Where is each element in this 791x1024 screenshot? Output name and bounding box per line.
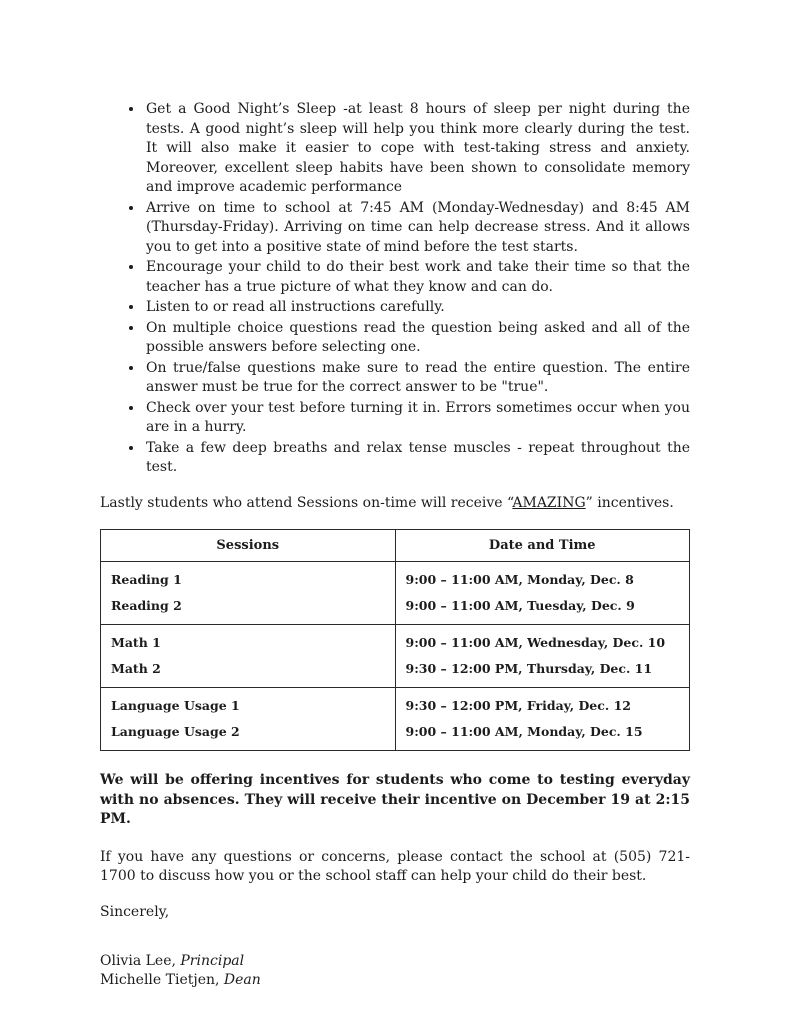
header-date-and-time: Date and Time [395,530,690,562]
lastly-prefix: Lastly students who attend Sessions on-time will receive “ [100,494,513,511]
tip-item: • On true/false questions make sure to read the entire question. The entire answer must be true for the correct answer to be "true". [144,359,690,398]
table-row [101,688,690,720]
tip-item: • Arrive on time to school at 7:45 AM (Monday-Wednesday) and 8:45 AM (Thursday-Friday). Arriving on time can help decrease stress. And it allows you to get into a positive state of mind before the test starts. [144,199,690,258]
incentive-notice-paragraph: We will be offering incentives for students who come to testing everyday with no absences. They will receive their incentive on December 19 at 2:15 PM. [100,772,690,827]
table-row [101,719,690,751]
session-cell: Reading 1 [111,572,182,587]
datetime-cell: 9:00 – 11:00 AM, Monday, Dec. 8 [395,562,690,594]
tip-item: • Listen to or read all instructions carefully. [144,298,690,318]
closing-text: Sincerely, [100,903,170,920]
session-cell: Math 2 [111,661,161,676]
datetime-cell: 9:30 – 12:00 PM, Friday, Dec. 12 [395,688,690,720]
table-row [101,593,690,625]
datetime-cell: 9:30 – 12:00 PM, Thursday, Dec. 11 [395,656,690,688]
table-group-language-usage [101,688,690,751]
tip-item: • Encourage your child to do their best work and take their time so that the teacher has a true picture of what they know and can do. [144,258,690,297]
datetime-cell: 9:00 – 11:00 AM, Monday, Dec. 15 [395,719,690,751]
signature-title: Principal [180,953,245,969]
signature-olivia-lee [100,952,690,971]
signature-michelle-tietjen [100,971,690,990]
table-row [101,625,690,657]
tip-item: • Take a few deep breaths and relax tense muscles - repeat throughout the test. [144,439,690,478]
lastly-paragraph [100,494,690,514]
table-group-reading [101,562,690,625]
table-row [101,562,690,594]
table-group-math [101,625,690,688]
signature-title: Dean [223,972,261,988]
session-cell: Language Usage 2 [111,724,240,739]
tip-item: • Get a Good Night’s Sleep -at least 8 hours of sleep per night during the tests. A good night’s sleep will help you think more clearly during the test. It will also make it easier to cope with test-taking stress and anxiety. Moreover, excellent sleep habits have been shown to consolidate memory and improve academic performance [144,100,690,198]
signature-name: Michelle Tietjen, [100,972,220,988]
sessions-table [100,529,690,751]
datetime-cell: 9:00 – 11:00 AM, Tuesday, Dec. 9 [395,593,690,625]
session-cell: Language Usage 1 [111,698,240,713]
amazing-underlined-text: AMAZING [512,494,586,511]
contact-paragraph: If you have any questions or concerns, please contact the school at (505) 721-1700 to discuss how you or the school staff can help your child do their best. [100,848,690,884]
signature-name: Olivia Lee, [100,953,176,969]
lastly-suffix: ” incentives. [585,494,674,511]
datetime-cell: 9:00 – 11:00 AM, Wednesday, Dec. 10 [395,625,690,657]
session-cell: Math 1 [111,635,161,650]
tips-list [100,100,690,478]
header-sessions: Sessions [101,530,396,562]
sessions-table-header [101,530,690,562]
table-row [101,656,690,688]
tip-item: • On multiple choice questions read the question being asked and all of the possible answers before selecting one. [144,319,690,358]
table-header-row [101,530,690,562]
tip-item: • Check over your test before turning it in. Errors sometimes occur when you are in a hurry. [144,399,690,438]
session-cell: Reading 2 [111,598,182,613]
